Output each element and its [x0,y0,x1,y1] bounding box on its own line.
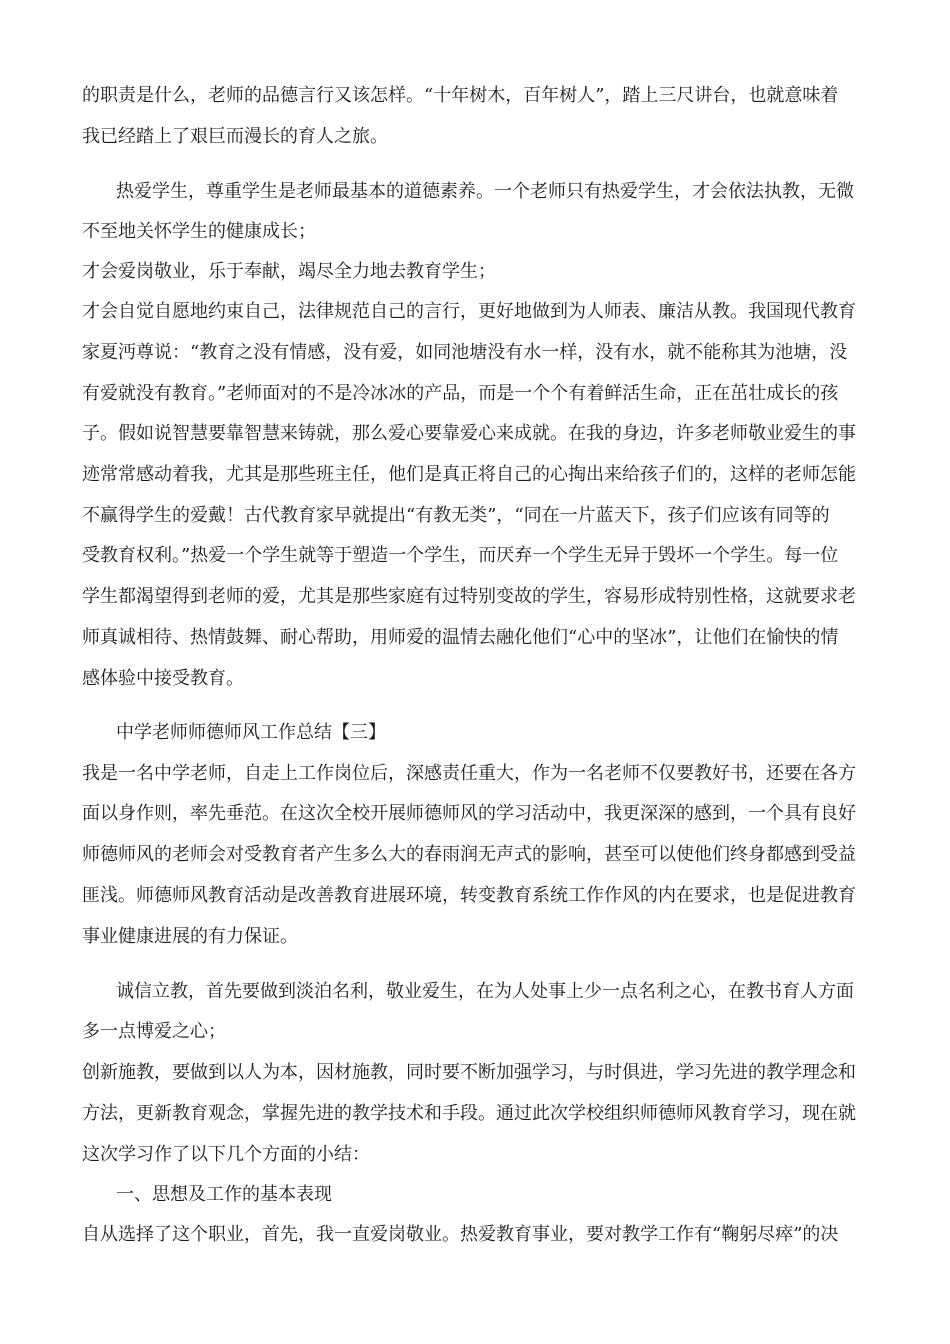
paragraph-line: 才会爱岗敬业，乐于奉献，竭尽全力地去教育学生； [82,261,496,282]
paragraph-line: 的职责是什么，老师的品德言行又该怎样。“十年树木，百年树人”，踏上三尺讲台，也就意味着 [82,85,839,106]
paragraph-line: 受教育权利。”热爱一个学生就等于塑造一个学生，而厌弃一个学生无异于毁坏一个学生。每一位 [82,545,839,566]
paragraph-line: 我已经踏上了艰巨而漫长的育人之旅。 [82,126,388,147]
paragraph-line: 这次学习作了以下几个方面的小结： [82,1144,370,1165]
section-heading: 中学老师师德师风工作总结【三】 [116,722,386,743]
paragraph-line: 多一点博爱之心； [82,1021,226,1042]
paragraph-line: 迹常常感动着我，尤其是那些班主任，他们是真正将自己的心掏出来给孩子们的，这样的老师怎能 [82,464,856,485]
paragraph-line: 不至地关怀学生的健康成长； [82,221,316,242]
paragraph-line: 方法，更新教育观念，掌握先进的教学技术和手段。通过此次学校组织师德师风教育学习，现在就 [82,1103,856,1124]
paragraph-line: 有爱就没有教育。”老师面对的不是冷冰冰的产品，而是一个个有着鲜活生命，正在茁壮成长的孩 [82,383,839,404]
paragraph-line: 面以身作则，率先垂范。在这次全校开展师德师风的学习活动中，我更深深的感到，一个具有良好 [82,803,856,824]
paragraph-line: 感体验中接受教育。 [82,668,244,689]
paragraph-line: 匪浅。师德师风教育活动是改善教育进展环境，转变教育系统工作作风的内在要求，也是促进教育 [82,885,856,906]
paragraph-line: 自从选择了这个职业，首先，我一直爱岗敬业。热爱教育事业，要对教学工作有“鞠躬尽瘁”的决 [82,1224,839,1245]
paragraph-line: 才会自觉自愿地约束自己，法律规范自己的言行，更好地做到为人师表、廉洁从教。我国现代教育 [82,301,856,322]
paragraph-line: 诚信立教，首先要做到淡泊名利，敬业爱生，在为人处事上少一点名利之心，在教书育人方面 [116,981,854,1002]
paragraph-line: 事业健康进展的有力保证。 [82,926,298,947]
paragraph-line: 学生都渴望得到老师的爱，尤其是那些家庭有过特别变故的学生，容易形成特别性格，这就要求老 [82,586,856,607]
paragraph-line: 子。假如说智慧要靠智慧来铸就，那么爱心要靠爱心来成就。在我的身边，许多老师敬业爱生的事 [82,423,856,444]
paragraph-line: 不赢得学生的爱戴！古代教育家早就提出“有教无类”，“同在一片蓝天下，孩子们应该有同等的 [82,505,830,526]
paragraph-line: 热爱学生，尊重学生是老师最基本的道德素养。一个老师只有热爱学生，才会依法执教，无微 [116,181,854,202]
paragraph-line: 师德师风的老师会对受教育者产生多么大的春雨润无声式的影响，甚至可以使他们终身都感到受益 [82,844,856,865]
paragraph-line: 创新施教，要做到以人为本，因材施教，同时要不断加强学习，与时俱进，学习先进的教学理念和 [82,1062,856,1083]
paragraph-line: 师真诚相待、热情鼓舞、耐心帮助，用师爱的温情去融化他们“心中的坚冰”，让他们在愉快的情 [82,627,839,648]
section-heading: 一、思想及工作的基本表现 [116,1184,332,1205]
paragraph-line: 我是一名中学老师，自走上工作岗位后，深感责任重大，作为一名老师不仅要教好书，还要在各方 [82,763,856,784]
paragraph-line: 家夏沔尊说：“教育之没有情感，没有爱，如同池塘没有水一样，没有水，就不能称其为池塘，没 [82,342,848,363]
